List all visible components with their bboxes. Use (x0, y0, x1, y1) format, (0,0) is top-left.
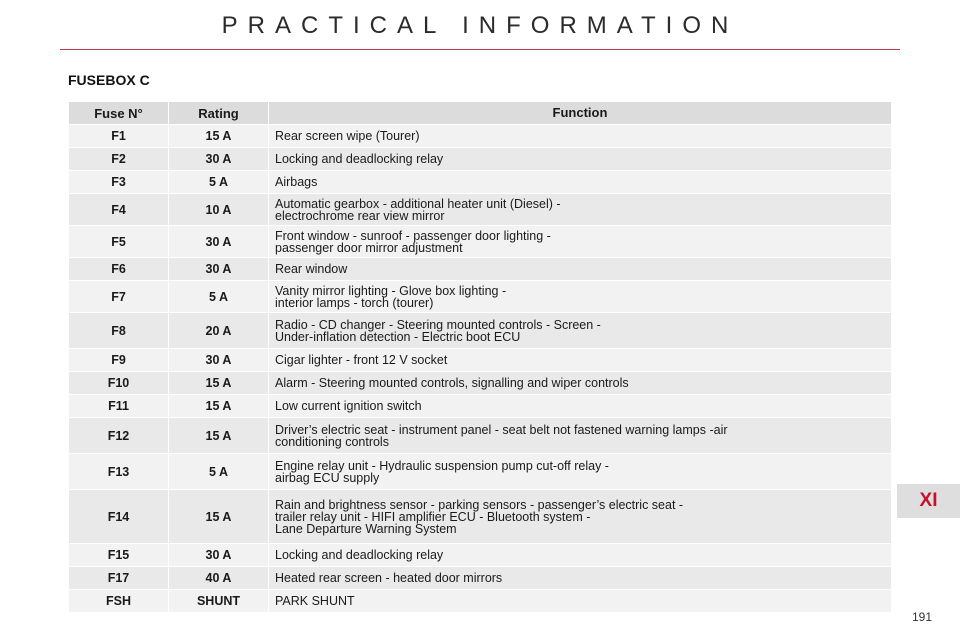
fuse-function-text: PARK SHUNT (275, 594, 355, 608)
fuse-rating-cell: 5 A (169, 454, 269, 490)
fuse-rating-cell: 40 A (169, 567, 269, 590)
column-header-fuse: Fuse N° (69, 102, 169, 125)
fuse-number-cell: F5 (69, 226, 169, 258)
section-title: FUSEBOX C (68, 72, 150, 88)
fuse-function-cell (269, 544, 892, 567)
table-row (69, 313, 892, 349)
table-row (69, 194, 892, 226)
fuse-number-cell: F9 (69, 349, 169, 372)
fuse-function-cell (269, 490, 892, 544)
fuse-function-text: Alarm - Steering mounted controls, signalling and wiper controls (275, 376, 629, 390)
fuse-function-text: Low current ignition switch (275, 399, 422, 413)
fuse-function-text: Vanity mirror lighting - Glove box lighting - interior lamps - torch (tourer) (275, 283, 507, 310)
table-row (69, 148, 892, 171)
chapter-tab[interactable] (897, 484, 960, 518)
fuse-number-cell: F15 (69, 544, 169, 567)
table-row (69, 171, 892, 194)
fuse-number-cell: F6 (69, 258, 169, 281)
table-row (69, 418, 892, 454)
fuse-function-text: Rear window (275, 262, 348, 276)
fuse-function-cell (269, 148, 892, 171)
fuse-function-cell (269, 395, 892, 418)
table-row (69, 372, 892, 395)
fuse-function-cell (269, 349, 892, 372)
table-row (69, 544, 892, 567)
fuse-function-text: Front window - sunroof - passenger door lighting - passenger door mirror adjustment (275, 228, 551, 255)
fuse-function-text: Cigar lighter - front 12 V socket (275, 353, 448, 367)
fuse-number-cell: FSH (69, 590, 169, 613)
fuse-rating-cell: 5 A (169, 171, 269, 194)
fuse-function-text: Airbags (275, 175, 318, 189)
table-row (69, 454, 892, 490)
fuse-function-text: Rain and brightness sensor - parking sensors - passenger’s electric seat - trailer relay unit - HIFI amplifier ECU - Bluetooth system - Lane Departure Warning System (275, 497, 684, 536)
fuse-number-cell: F14 (69, 490, 169, 544)
fuse-function-cell (269, 567, 892, 590)
fuse-function-cell (269, 194, 892, 226)
page-header-title: PRACTICAL INFORMATION (221, 12, 739, 39)
table-row (69, 590, 892, 613)
fuse-function-cell (269, 313, 892, 349)
fuse-number-cell: F8 (69, 313, 169, 349)
page-number: 191 (912, 610, 933, 624)
fuse-rating-cell: 15 A (169, 125, 269, 148)
header-divider (60, 49, 900, 50)
fuse-function-cell (269, 171, 892, 194)
table-row (69, 567, 892, 590)
table-row (69, 125, 892, 148)
fuse-rating-cell: 20 A (169, 313, 269, 349)
fuse-rating-cell: 15 A (169, 372, 269, 395)
table-row (69, 490, 892, 544)
fuse-number-cell: F4 (69, 194, 169, 226)
fuse-function-text: Driver’s electric seat - instrument panel - seat belt not fastened warning lamps -air conditioning controls (275, 422, 728, 449)
fuse-number-cell: F11 (69, 395, 169, 418)
fuse-number-cell: F1 (69, 125, 169, 148)
fuse-rating-cell: SHUNT (169, 590, 269, 613)
fuse-number-cell: F17 (69, 567, 169, 590)
table-row (69, 395, 892, 418)
fuse-function-cell (269, 125, 892, 148)
fuse-number-cell: F2 (69, 148, 169, 171)
fuse-rating-cell: 30 A (169, 148, 269, 171)
column-header-function: Function (269, 102, 892, 125)
fuse-number-cell: F3 (69, 171, 169, 194)
column-header-rating: Rating (169, 102, 269, 125)
fuse-rating-cell: 30 A (169, 258, 269, 281)
table-row (69, 226, 892, 258)
fuse-rating-cell: 30 A (169, 349, 269, 372)
fuse-rating-cell: 15 A (169, 490, 269, 544)
fuse-function-text: Radio - CD changer - Steering mounted controls - Screen - Under-inflation detection - Electric boot ECU (275, 317, 601, 344)
fuse-rating-cell: 10 A (169, 194, 269, 226)
fuse-function-cell (269, 258, 892, 281)
fuse-function-cell (269, 281, 892, 313)
chapter-tab-label: XI (919, 490, 938, 511)
fuse-function-cell (269, 590, 892, 613)
fuse-function-cell (269, 372, 892, 395)
table-body (69, 125, 892, 613)
table-row (69, 281, 892, 313)
table-row (69, 258, 892, 281)
fuse-number-cell: F10 (69, 372, 169, 395)
table-row (69, 349, 892, 372)
fuse-rating-cell: 15 A (169, 395, 269, 418)
fuse-function-cell (269, 418, 892, 454)
fuse-number-cell: F7 (69, 281, 169, 313)
fuse-rating-cell: 15 A (169, 418, 269, 454)
fuse-number-cell: F12 (69, 418, 169, 454)
fuse-function-text: Locking and deadlocking relay (275, 548, 444, 562)
fuse-function-text: Automatic gearbox - additional heater unit (Diesel) - electrochrome rear view mirror (275, 196, 561, 223)
fuse-rating-cell: 30 A (169, 226, 269, 258)
fuse-table (68, 101, 892, 613)
fuse-number-cell: F13 (69, 454, 169, 490)
table-header-row (69, 102, 892, 125)
fuse-rating-cell: 5 A (169, 281, 269, 313)
fuse-function-cell (269, 454, 892, 490)
fuse-rating-cell: 30 A (169, 544, 269, 567)
fuse-function-text: Locking and deadlocking relay (275, 152, 444, 166)
fuse-function-text: Rear screen wipe (Tourer) (275, 129, 420, 143)
fuse-function-text: Heated rear screen - heated door mirrors (275, 571, 503, 585)
fuse-function-cell (269, 226, 892, 258)
fuse-function-text: Engine relay unit - Hydraulic suspension pump cut-off relay - airbag ECU supply (275, 458, 609, 485)
